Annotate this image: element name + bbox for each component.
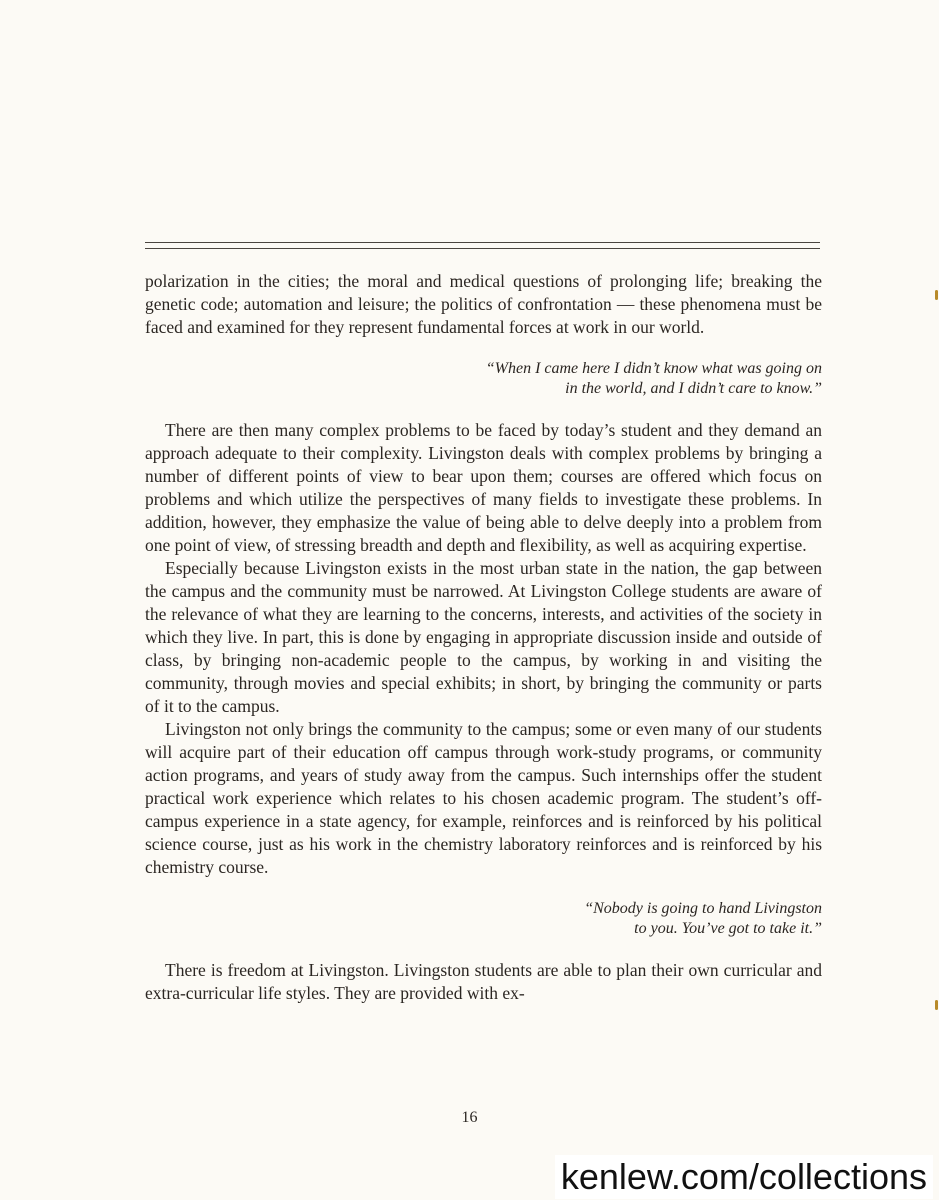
header-rule-bottom bbox=[145, 248, 820, 249]
page-edge-mark bbox=[935, 290, 938, 300]
pull-quote-2-line-1: “Nobody is going to hand Livingston bbox=[584, 900, 822, 917]
pull-quote-1-line-2: in the world, and I didn’t care to know.” bbox=[565, 380, 822, 397]
page-number: 16 bbox=[461, 1109, 478, 1126]
pull-quote-1 bbox=[145, 359, 822, 399]
paragraph-2: There are then many complex problems to be faced by today’s student and they demand an approach adequate to their complexity. Livingston deals with complex problems by bringing a number of different points of view to bear upon them; courses are offered which focus on problems and which utilize the perspectives of many fields to investigate these problems. In addition, however, they emphasize the value of being able to delve deeply into a problem from one point of view, of stressing breadth and depth and flexibility, as well as acquiring expertise. bbox=[145, 420, 822, 555]
page-edge-mark bbox=[935, 1000, 938, 1010]
pull-quote-1-line-1: “When I came here I didn’t know what was going on bbox=[485, 360, 822, 377]
paragraph-1: polarization in the cities; the moral and medical questions of prolonging life; breaking the genetic code; automation and leisure; the politics of confrontation — these phenomena must be faced and examined for they represent fundamental forces at work in our world. bbox=[145, 271, 822, 337]
paragraph-4: Livingston not only brings the community to the campus; some or even many of our students will acquire part of their education off campus through work-study programs, or community action programs, and years of study away from the campus. Such internships offer the student practical work experience which relates to his chosen academic program. The student’s off-campus experience in a state agency, for example, reinforces and is reinforced by his political science course, just as his work in the chemistry laboratory reinforces and is reinforced by his chemistry course. bbox=[145, 719, 822, 877]
watermark-link[interactable]: kenlew.com/collections bbox=[555, 1155, 933, 1199]
body-text bbox=[145, 270, 822, 1005]
pull-quote-2 bbox=[145, 899, 822, 939]
paragraph-5: There is freedom at Livingston. Livingston students are able to plan their own curricular and extra-curricular life styles. They are provided with ex- bbox=[145, 960, 822, 1003]
paragraph-3: Especially because Livingston exists in the most urban state in the nation, the gap between the campus and the community must be narrowed. At Livingston College students are aware of the relevance of what they are learning to the concerns, interests, and activities of the society in which they live. In part, this is done by engaging in appropriate discussion inside and outside of class, by bringing non-academic people to the campus, by working in and visiting the community, through movies and special exhibits; in short, by bringing the community or parts of it to the campus. bbox=[145, 558, 822, 716]
header-rule-top bbox=[145, 242, 820, 243]
pull-quote-2-line-2: to you. You’ve got to take it.” bbox=[634, 920, 822, 937]
